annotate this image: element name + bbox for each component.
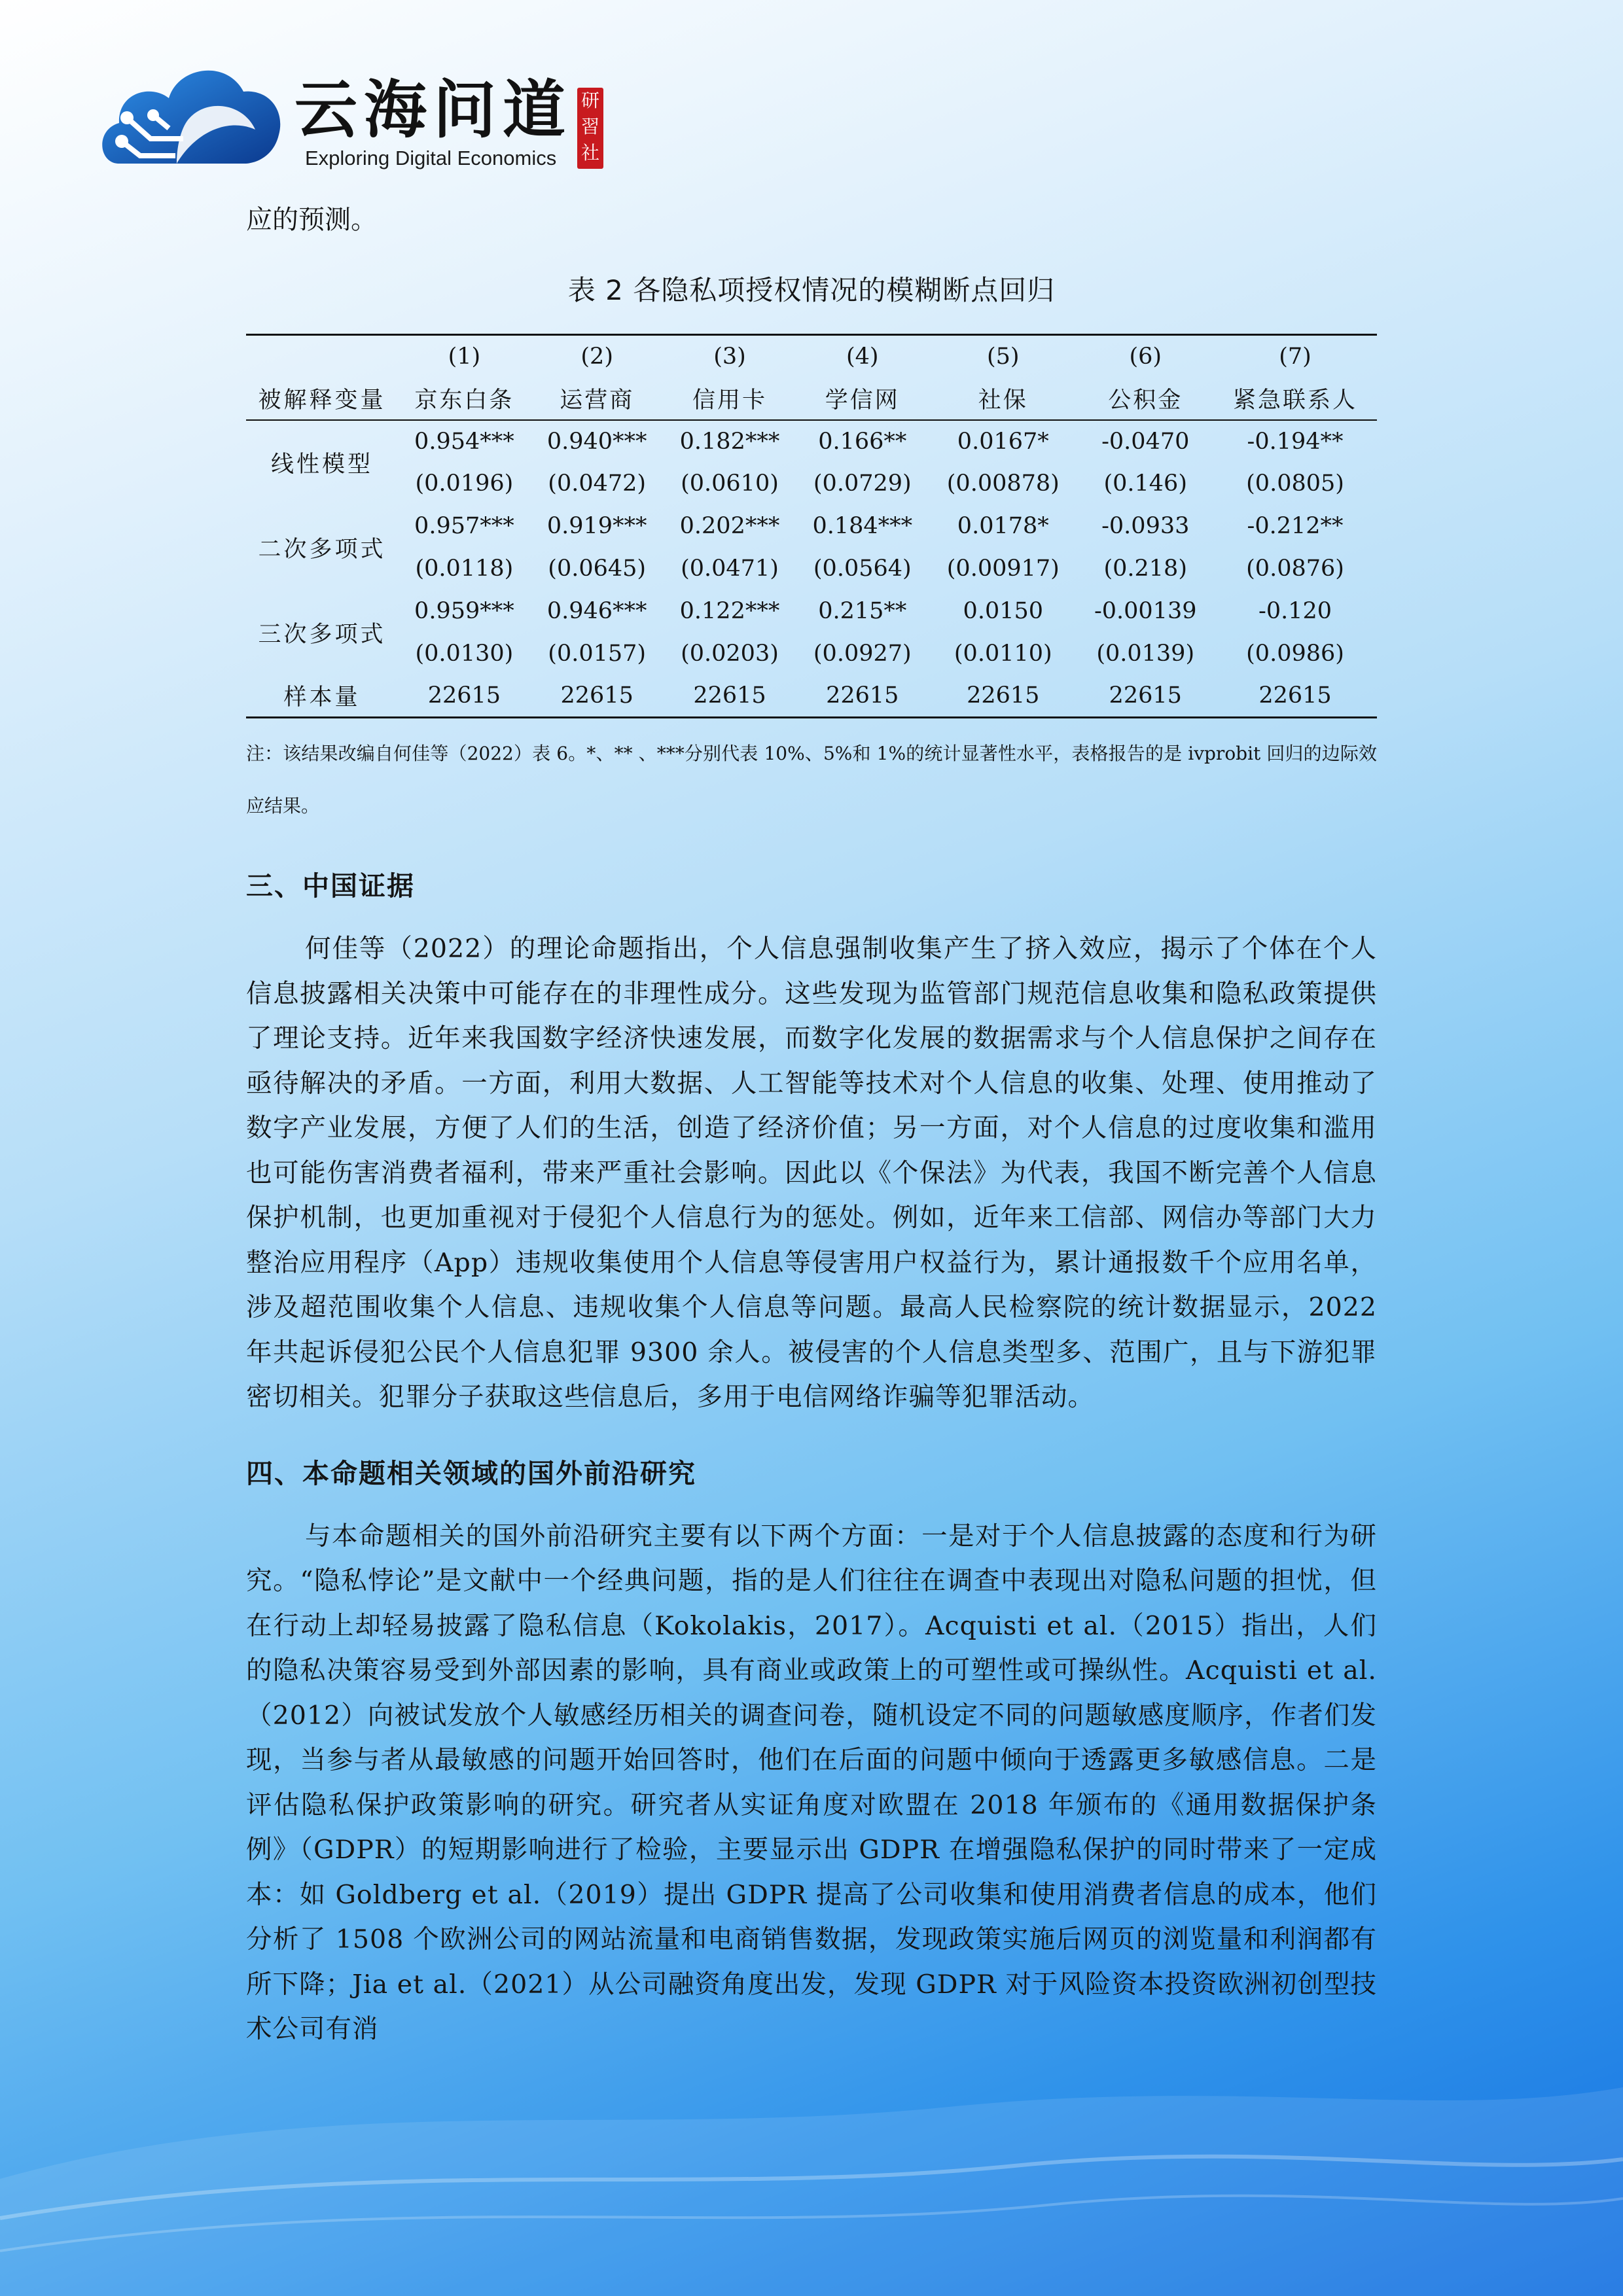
se-cell: (0.0203): [681, 641, 779, 667]
continued-text: 应的预测。: [246, 205, 377, 235]
table-col-number: (5): [987, 343, 1020, 370]
seal-stamp: 研習社: [577, 88, 603, 169]
model-label: 二次多项式: [258, 536, 386, 563]
coef-cell: 0.0150: [963, 598, 1044, 624]
coef-cell: 0.954***: [414, 428, 514, 455]
table-col-name: 运营商: [560, 387, 635, 414]
se-cell: (0.0118): [415, 556, 514, 582]
model-label: 线性模型: [270, 451, 373, 478]
coef-cell: 0.919***: [546, 513, 647, 539]
coef-cell: 0.166**: [818, 428, 907, 455]
sample-cell: 22615: [427, 682, 501, 709]
se-cell: (0.0110): [954, 641, 1052, 667]
coef-cell: 0.0167*: [957, 428, 1049, 455]
logo-chinese-title: 云海问道: [294, 73, 572, 147]
se-cell: (0.0471): [681, 556, 779, 582]
sample-cell: 22615: [693, 682, 766, 709]
dependent-variable-label: 被解释变量: [258, 387, 386, 414]
logo-english-subtitle: Exploring Digital Economics: [305, 147, 557, 169]
se-cell: (0.0805): [1246, 470, 1344, 497]
coef-cell: -0.00139: [1094, 598, 1197, 624]
table-header-blank: [246, 335, 398, 378]
table-row-sample: [246, 675, 1377, 718]
se-cell: (0.218): [1103, 556, 1187, 582]
se-cell: (0.0610): [681, 470, 779, 497]
se-cell: (0.0564): [813, 556, 912, 582]
table-row-coef: [246, 590, 1377, 633]
body-paragraph: 何佳等（2022）的理论命题指出，个人信息强制收集产生了挤入效应，揭示了个体在个人信息披露相关决策中可能存在的非理性成分。这些发现为监管部门规范信息收集和隐私政策提供了理论支持。近年来我国数字经济快速发展，而数字化发展的数据需求与个人信息保护之间存在亟待解决的矛盾。一方面，利用大数据、人工智能等技术对个人信息的收集、处理、使用推动了数字产业发展，方便了人们的生活，创造了经济价值；另一方面，对个人信息的过度收集和滥用也可能伤害消费者福利，带来严重社会影响。因此以《个保法》为代表，我国不断完善个人信息保护机制，也更加重视对于侵犯个人信息行为的惩处。例如，近年来工信部、网信办等部门大力整治应用程序（App）违规收集使用个人信息等侵害用户权益行为，累计通报数千个应用名单，涉及超范围收集个人信息、违规收集个人信息等问题。最高人民检察院的统计数据显示，2022 年共起诉侵犯公民个人信息犯罪 9300 余人。被侵害的个人信息类型多、范围广，且与下游犯罪密切相关。犯罪分子获取这些信息后，多用于电信网络诈骗等犯罪活动。: [246, 934, 1377, 1412]
sample-cell: 22615: [826, 682, 899, 709]
se-cell: (0.00878): [946, 470, 1060, 497]
coef-cell: 0.122***: [679, 598, 780, 624]
section-heading: 四、本命题相关领域的国外前沿研究: [246, 1457, 696, 1489]
table-col-name: 信用卡: [692, 387, 767, 414]
table-col-number: (6): [1129, 343, 1162, 370]
body-paragraph: 与本命题相关的国外前沿研究主要有以下两个方面：一是对于个人信息披露的态度和行为研究。“隐私悖论”是文献中一个经典问题，指的是人们往往在调查中表现出对隐私问题的担忧，但在行动上却轻易披露了隐私信息（Kokolakis，2017）。Acquisti et al.（2015）指出，人们的隐私决策容易受到外部因素的影响，具有商业或政策上的可塑性或可操纵性。Acquisti et al.（2012）向被试发放个人敏感经历相关的调查问卷，随机设定不同的问题敏感度顺序，作者们发现，当参与者从最敏感的问题开始回答时，他们在后面的问题中倾向于透露更多敏感信息。二是评估隐私保护政策影响的研究。研究者从实证角度对欧盟在 2018 年颁布的《通用数据保护条例》（GDPR）的短期影响进行了检验，主要显示出 GDPR 在增强隐私保护的同时带来了一定成本：如 Goldberg et al.（2019）提出 GDPR 提高了公司收集和使用消费者信息的成本，他们分析了 1508 个欧洲公司的网站流量和电商销售数据，发现政策实施后网页的浏览量和利润都有所下降；Jia et al.（2021）从公司融资角度出发，发现 GDPR 对于风险资本投资欧洲初创型技术公司有消: [246, 1521, 1377, 2044]
sample-cell: 22615: [1258, 682, 1332, 709]
coef-cell: 0.202***: [679, 513, 780, 539]
sample-size-label: 样本量: [283, 684, 361, 711]
table-caption: 表 2 各隐私项授权情况的模糊断点回归: [567, 274, 1056, 306]
section-heading: 三、中国证据: [246, 870, 415, 902]
se-cell: (0.0729): [813, 470, 912, 497]
coef-cell: 0.182***: [679, 428, 780, 455]
coef-cell: -0.212**: [1247, 513, 1344, 539]
table-col-name: 社保: [978, 387, 1028, 414]
table-row-se: [246, 463, 1377, 505]
coef-cell: -0.194**: [1247, 428, 1344, 455]
table-col-name: 紧急联系人: [1233, 387, 1358, 414]
coef-cell: 0.946***: [546, 598, 647, 624]
sample-cell: 22615: [1109, 682, 1182, 709]
coef-cell: 0.184***: [812, 513, 913, 539]
sample-cell: 22615: [967, 682, 1040, 709]
table-row-se: [246, 633, 1377, 675]
se-cell: (0.146): [1103, 470, 1187, 497]
coef-cell: -0.0933: [1101, 513, 1190, 539]
table-col-number: (2): [580, 343, 613, 370]
table-row-se: [246, 548, 1377, 590]
coef-cell: 0.940***: [546, 428, 647, 455]
table-row-coef: [246, 420, 1377, 463]
table-col-number: (4): [846, 343, 879, 370]
table-col-number: (1): [448, 343, 481, 370]
table-col-number-row: [246, 335, 1377, 378]
logo: [98, 52, 609, 177]
table-col-name: 公积金: [1108, 387, 1183, 414]
model-label: 三次多项式: [258, 621, 386, 648]
coef-cell: -0.120: [1258, 598, 1332, 624]
document-body: [246, 196, 1377, 2052]
se-cell: (0.0927): [813, 641, 912, 667]
regression-table: [246, 334, 1377, 718]
se-cell: (0.0645): [548, 556, 647, 582]
se-cell: (0.0157): [548, 641, 647, 667]
se-cell: (0.0876): [1246, 556, 1344, 582]
coef-cell: 0.215**: [818, 598, 907, 624]
coef-cell: 0.957***: [414, 513, 514, 539]
table-row-coef: [246, 505, 1377, 548]
se-cell: (0.0472): [548, 470, 647, 497]
se-cell: (0.0196): [415, 470, 514, 497]
table-col-name-row: [246, 378, 1377, 420]
coef-cell: 0.959***: [414, 598, 514, 624]
table-col-name: 京东白条: [414, 387, 514, 414]
coef-cell: -0.0470: [1101, 428, 1190, 455]
table-col-number: (3): [713, 343, 746, 370]
se-cell: (0.0130): [415, 641, 514, 667]
sample-cell: 22615: [560, 682, 633, 709]
table-note: 注：该结果改编自何佳等（2022）表 6。*、** 、***分别代表 10%、5%和 1%的统计显著性水平，表格报告的是 ivprobit 回归的边际效应结果。: [246, 743, 1377, 817]
se-cell: (0.00917): [946, 556, 1060, 582]
coef-cell: 0.0178*: [957, 513, 1049, 539]
se-cell: (0.0139): [1096, 641, 1195, 667]
se-cell: (0.0986): [1246, 641, 1344, 667]
cloud-circuit-icon: [98, 52, 288, 177]
table-col-name: 学信网: [825, 387, 900, 414]
table-col-number: (7): [1279, 343, 1311, 370]
